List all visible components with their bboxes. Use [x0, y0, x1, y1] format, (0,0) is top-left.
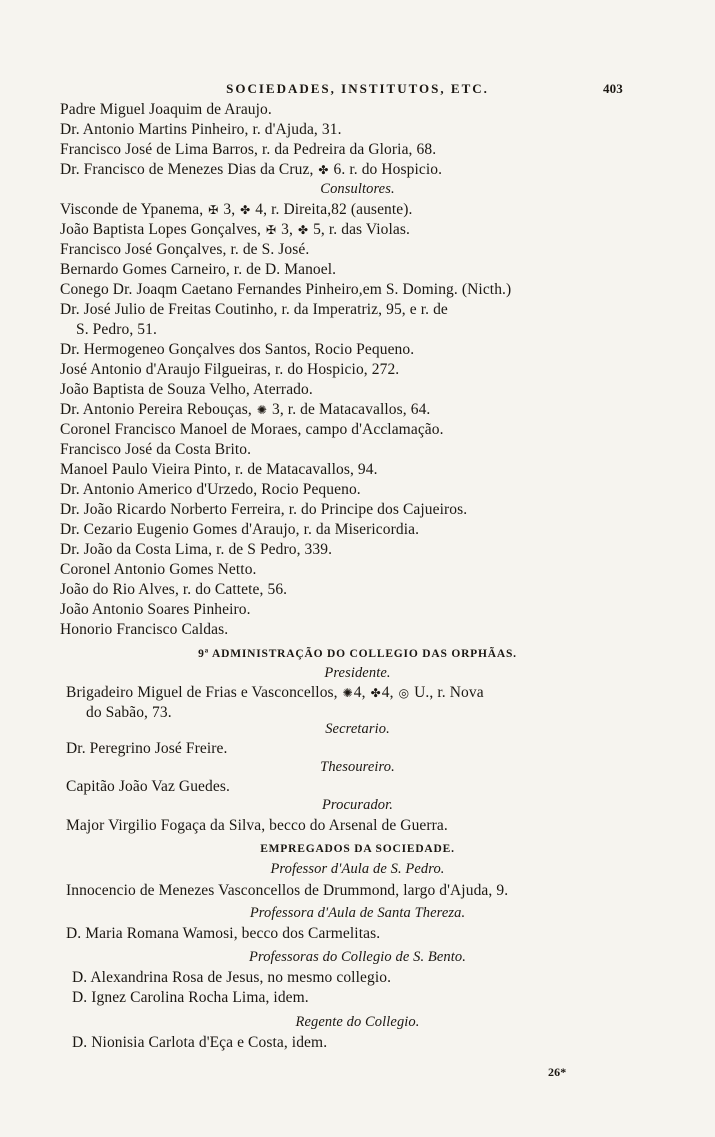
entry-line: Conego Dr. Joaqm Caetano Fernandes Pinheiro,em S. Doming. (Nicth.) — [60, 281, 512, 298]
entry-line: Padre Miguel Joaquim de Araujo. — [60, 101, 272, 118]
entry-line: Dr. Cezario Eugenio Gomes d'Araujo, r. da Misericordia. — [60, 521, 420, 538]
entry-line: Dr. Antonio Martins Pinheiro, r. d'Ajuda, 31. — [60, 121, 342, 138]
rose-order-icon: ✺ — [342, 686, 353, 700]
cross-order-icon: ✤ — [240, 203, 251, 217]
entry-line: Dr. João da Costa Lima, r. de S Pedro, 339. — [60, 541, 333, 558]
entry-line: D. Maria Romana Wamosi, becco dos Carmelitas. — [66, 925, 381, 942]
section-heading: Presidente. — [324, 665, 391, 681]
cruzeiro-icon: ✠ — [208, 203, 219, 217]
section-heading: Regente do Collegio. — [295, 1014, 420, 1030]
entry-line: João Baptista Lopes Gonçalves, ✠ 3, ✤ 5, r. das Violas. — [60, 221, 410, 238]
entry-line: D. Alexandrina Rosa de Jesus, no mesmo collegio. — [72, 969, 392, 986]
running-title: SOCIEDADES, INSTITUTOS, ETC. — [226, 81, 489, 96]
entry-line: S. Pedro, 51. — [76, 321, 157, 338]
entry-line: Francisco José Gonçalves, r. de S. José. — [60, 241, 310, 258]
entry-line: D. Nionisia Carlota d'Eça e Costa, idem. — [72, 1034, 328, 1051]
cruzeiro-icon: ✠ — [266, 223, 277, 237]
section-heading: EMPREGADOS DA SOCIEDADE. — [260, 843, 455, 855]
section-heading: Secretario. — [325, 721, 390, 737]
page-number: 403 — [603, 81, 623, 96]
entry-line: Manoel Paulo Vieira Pinto, r. de Matacavallos, 94. — [60, 461, 378, 478]
entry-line: Coronel Antonio Gomes Netto. — [60, 561, 257, 578]
section-heading: Thesoureiro. — [320, 759, 395, 775]
section-heading: Professora d'Aula de Santa Thereza. — [249, 905, 466, 921]
entry-line: Francisco José da Costa Brito. — [60, 441, 252, 458]
entry-line: Dr. Peregrino José Freire. — [66, 740, 228, 757]
section-heading: Procurador. — [321, 797, 394, 813]
entry-line: Bernardo Gomes Carneiro, r. de D. Manoel. — [60, 261, 337, 278]
entry-line: D. Ignez Carolina Rocha Lima, idem. — [72, 989, 309, 1006]
entry-line: Dr. Antonio Pereira Rebouças, ✺ 3, r. de Matacavallos, 64. — [60, 401, 431, 418]
entry-line: Innocencio de Menezes Vasconcellos de Drummond, largo d'Ajuda, 9. — [66, 882, 509, 899]
entry-line: Dr. Antonio Americo d'Urzedo, Rocio Pequeno. — [60, 481, 361, 498]
entry-line: Brigadeiro Miguel de Frias e Vasconcellos, ✺4, ✤4, ◎ U., r. Nova — [66, 684, 484, 701]
entry-line: Francisco José de Lima Barros, r. da Pedreira da Gloria, 68. — [60, 141, 437, 158]
cross-order-icon: ✤ — [297, 223, 309, 237]
entry-line: do Sabão, 73. — [86, 704, 172, 721]
section-heading: Consultores. — [320, 181, 395, 197]
entry-line: João Antonio Soares Pinheiro. — [60, 601, 251, 618]
entry-line: Major Virgilio Fogaça da Silva, becco do Arsenal de Guerra. — [66, 817, 448, 834]
signature-mark: 26* — [548, 1065, 567, 1079]
circle-order-icon: ◎ — [398, 686, 410, 700]
entry-line: João do Rio Alves, r. do Cattete, 56. — [60, 581, 288, 598]
entry-line: José Antonio d'Araujo Filgueiras, r. do Hospicio, 272. — [60, 361, 400, 378]
entry-line: Dr. José Julio de Freitas Coutinho, r. da Imperatriz, 95, e r. de — [60, 301, 448, 318]
entry-line: Coronel Francisco Manoel de Moraes, campo d'Acclamação. — [60, 421, 444, 438]
cross-order-icon: ✤ — [370, 686, 381, 700]
entry-line: Dr. João Ricardo Norberto Ferreira, r. do Principe dos Cajueiros. — [60, 501, 468, 518]
entry-line: Visconde de Ypanema, ✠ 3, ✤ 4, r. Direita,82 (ausente). — [60, 201, 413, 218]
entry-line: Capitão João Vaz Guedes. — [66, 778, 230, 795]
rose-order-icon: ✺ — [256, 403, 268, 417]
section-heading: Professor d'Aula de S. Pedro. — [270, 861, 445, 877]
entry-line: Dr. Francisco de Menezes Dias da Cruz, ✤ 6. r. do Hospicio. — [60, 161, 443, 178]
section-heading: Professoras do Collegio de S. Bento. — [249, 949, 466, 965]
entry-line: João Baptista de Souza Velho, Aterrado. — [60, 381, 313, 398]
entry-line: Dr. Hermogeneo Gonçalves dos Santos, Rocio Pequeno. — [60, 341, 415, 358]
section-heading: 9ª ADMINISTRAÇÃO DO COLLEGIO DAS ORPHÃAS. — [198, 648, 517, 660]
cross-order-icon: ✤ — [318, 163, 329, 177]
entry-line: Honorio Francisco Caldas. — [60, 621, 229, 638]
